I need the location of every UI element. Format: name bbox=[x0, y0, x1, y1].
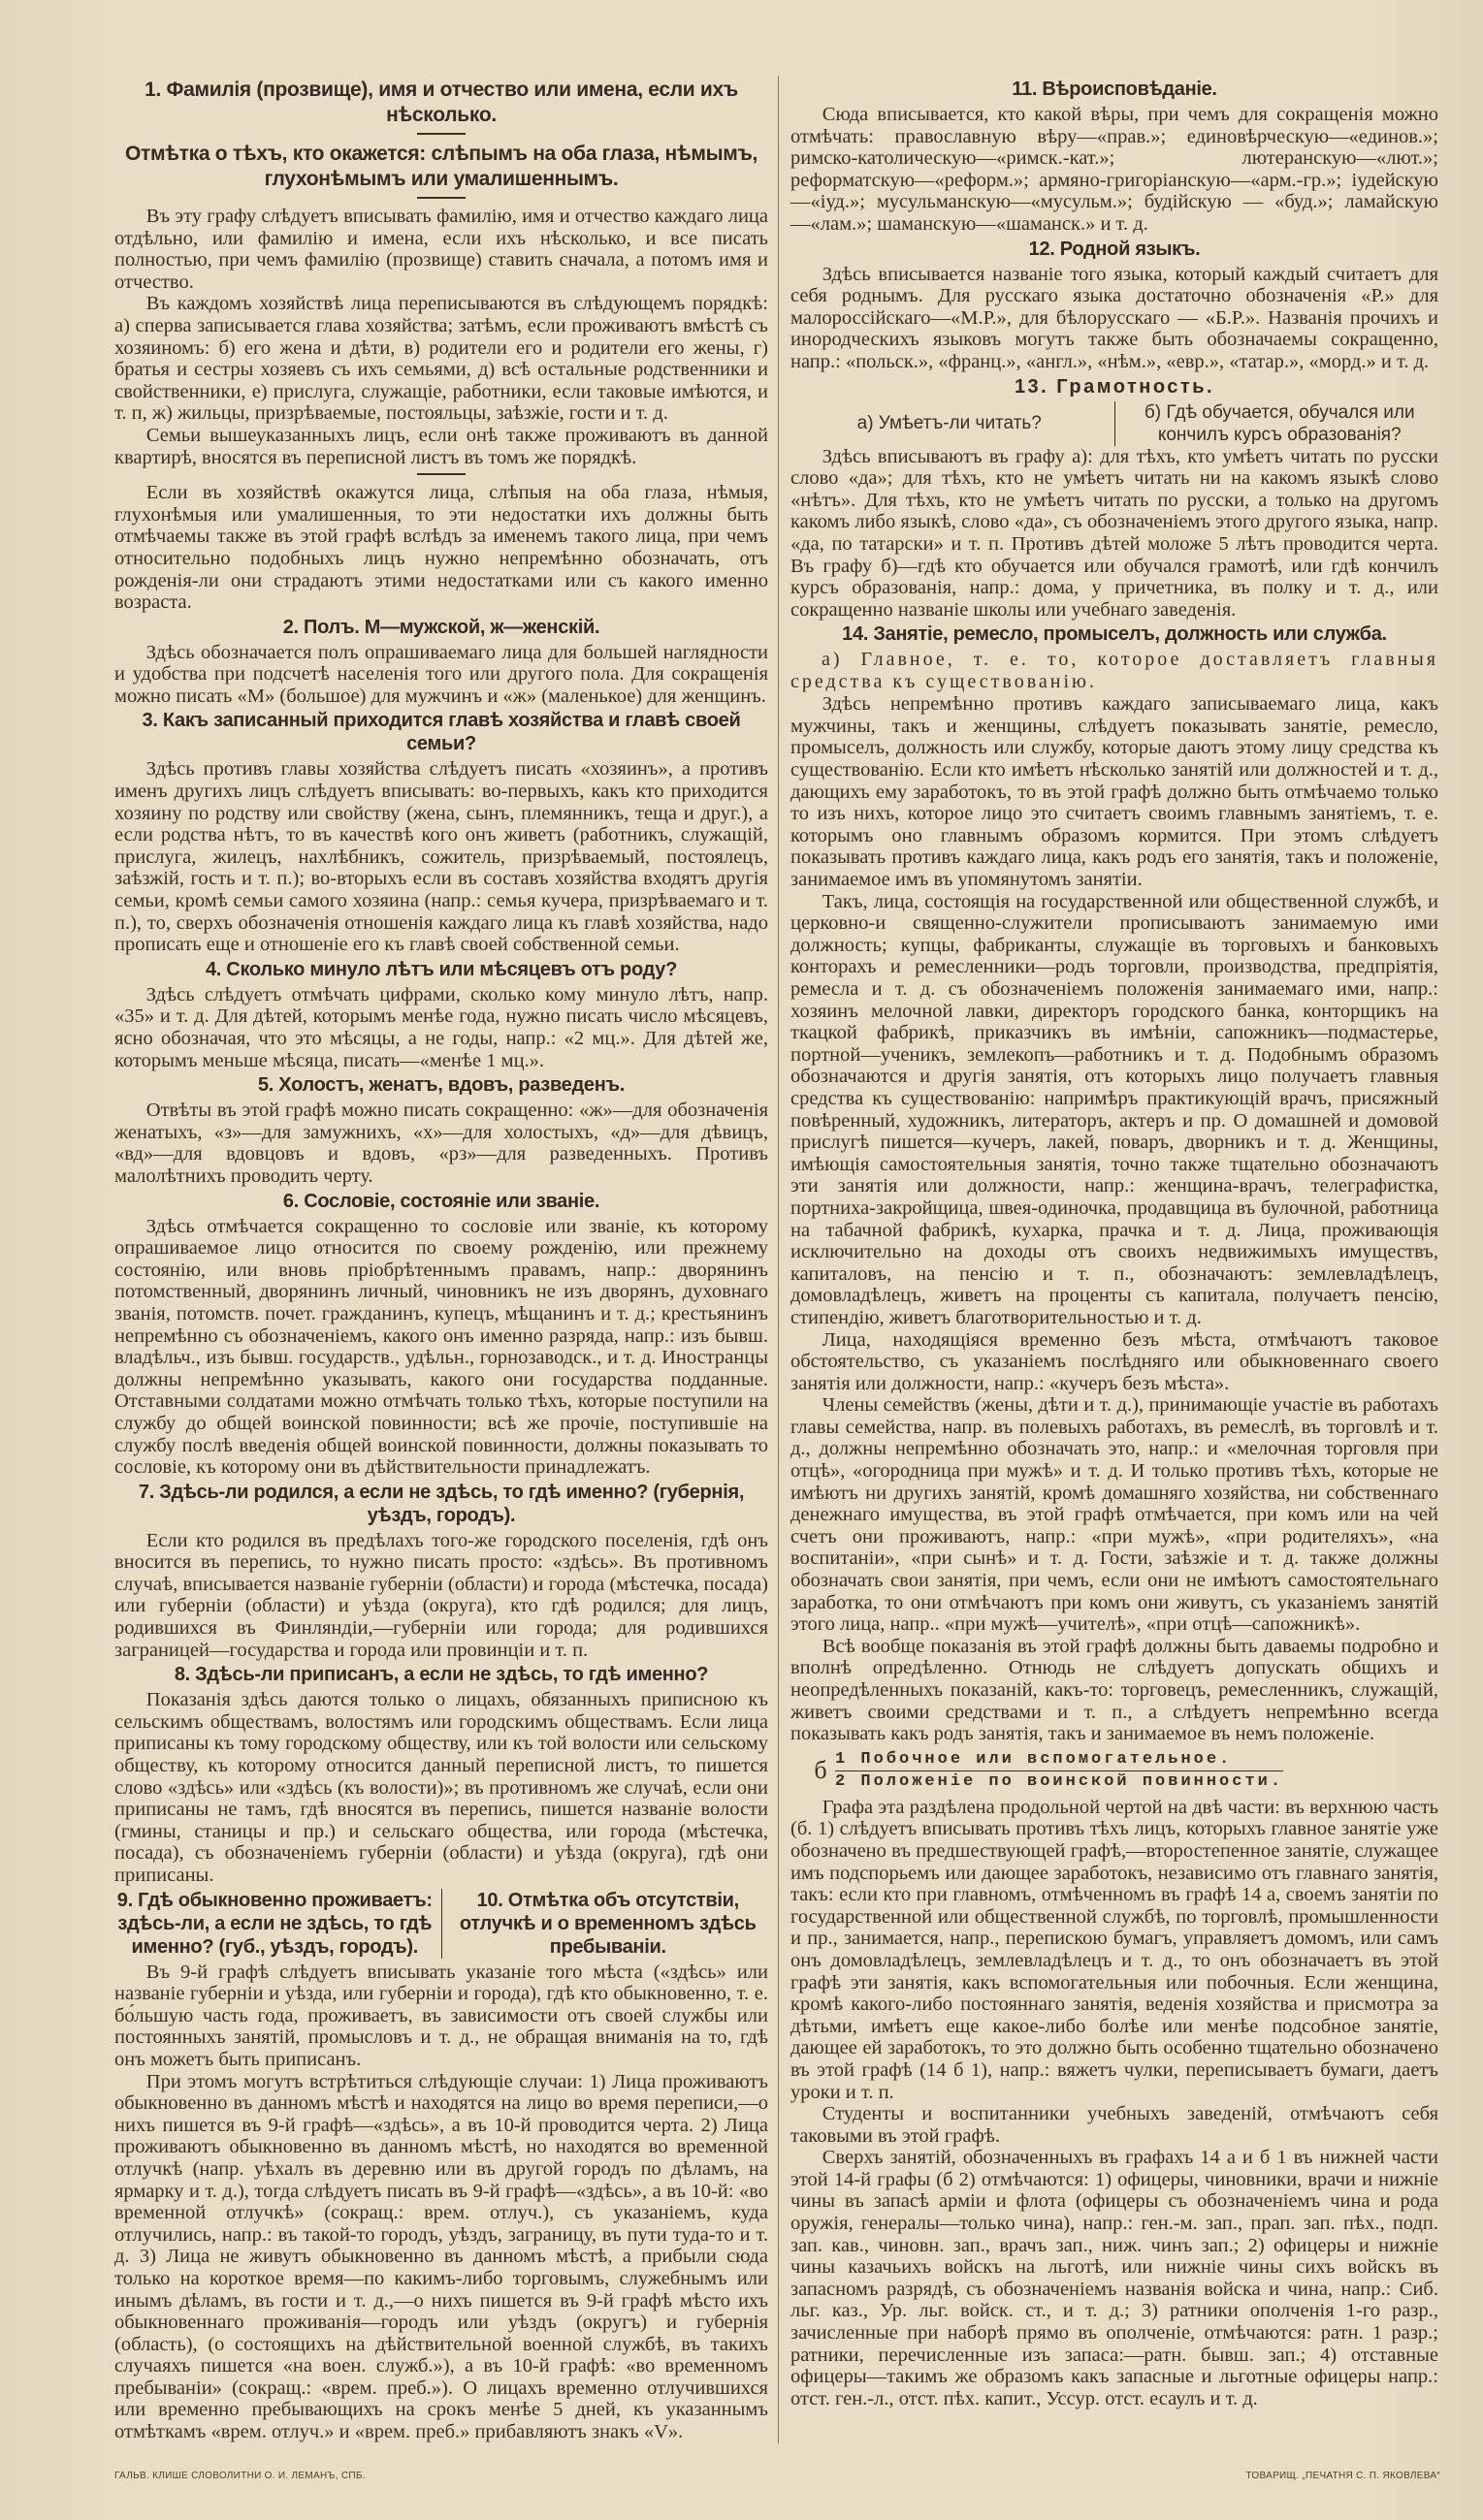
columns bbox=[114, 76, 1440, 2443]
paragraph: Здѣсь вписывается названіе того языка, который каждый считаетъ для себя роднымъ. Для русскаго языка достаточно обозначенія «Р.» для малороссійскаго—«М.Р.», для бѣлорусскаго — «Б.Р.». Названія прочихъ и инородческихъ языковъ могутъ также быть обозначаемы сокращенно, напр.: «польск.», «франц.», «англ.», «нѣм.», «евр.», «татар.», «морд.» и т. д. bbox=[790, 263, 1438, 372]
paragraph: Если въ хозяйствѣ окажутся лица, слѣпыя на оба глаза, нѣмыя, глухонѣмыя или умалишенныя, то эти недостатки ихъ должны быть отмѣчаемы также въ этой графѣ вслѣдъ за именемъ такого лица, при чемъ относительно подобныхъ лицъ нужно непремѣнно обозначать, отъ рожденія-ли они страдаютъ этими недостатками или съ какого именно возраста. bbox=[114, 482, 768, 614]
section-13b-title: б) Гдѣ обучается, обучался или кончилъ курсъ образованія? bbox=[1144, 401, 1415, 445]
section-3-title: 3. Какъ записанный приходится главѣ хозяйства и главѣ своей семьи? bbox=[142, 710, 741, 755]
section-9-title: 9. Гдѣ обыкновенно проживаетъ: здѣсь-ли, а если не здѣсь, то гдѣ именно? (губ., уѣздъ, городъ). bbox=[114, 1889, 442, 1959]
paragraph: Члены семействъ (жены, дѣти и т. д.), принимающіе участіе въ работахъ главы семейства, напр. въ полевыхъ работахъ, въ ремеслѣ, въ торговлѣ и т. д., должны непремѣнно обозначать это, напр.: и «мелочная торговля при отцѣ», «огородница при мужѣ» и т. д. И только противъ тѣхъ, которые не имѣютъ ни другихъ занятій, кромѣ домашняго хозяйства, ни собственнаго денежнаго имущества, въ этой графѣ отмѣчается, при комъ или на чей счетъ они проживаютъ, напр.: «при мужѣ», «при родителяхъ», «на воспитаніи», «при сынѣ» и т. д. Гости, заѣзжіе и т. д. также должны обозначать свои занятія, при чемъ, если они не имѣютъ самостоятельнаго заработка, то они отмѣчаютъ при комъ они живутъ, съ указаніемъ занятій этого лица, напр.. «при мужѣ—учителѣ», «при отцѣ—сапожникѣ». bbox=[790, 1394, 1438, 1636]
paragraph: Въ эту графу слѣдуетъ вписывать фамилію, имя и отчество каждаго лица отдѣльно, или фамилію и имена, если ихъ нѣсколько, и все писать полностью, при чемъ фамилію (прозвище) ставить сначала, а потомъ имя и отчество. bbox=[114, 206, 768, 293]
section-13-subheaders bbox=[790, 401, 1438, 446]
section-14b-header bbox=[790, 1749, 1438, 1793]
paragraph: Такъ, лица, состоящія на государственной или общественной службѣ, и церковно-и священно-служители прописываютъ занимаемую ими должность; купцы, фабриканты, служащіе въ торговыхъ и банковыхъ конторахъ и ремесленники—родъ торговли, производства, предпріятія, ремесла и т. д. съ обозначеніемъ положенія занимаемаго ими, напр.: хозяинъ мелочной лавки, директоръ городского банка, конторщикъ на ткацкой фабрикѣ, приказчикъ въ имѣніи, сапожникъ—подмастерье, портной—ученикъ, землекопъ—работникъ и т. д. Подобнымъ образомъ обозначаются и другія занятія, отъ которыхъ лицо получаетъ главныя средства къ существованію: напримѣръ практикующій врачъ, присяжный повѣренный, художникъ, литераторъ, актеръ и пр. О домашней и домовой прислугѣ пишется—кучеръ, лакей, поваръ, дворникъ и т. д. Женщины, имѣющія самостоятельныя занятія, точно также тщательно обозначаютъ эти занятія или должности, напр.: женщина-врачъ, телеграфистка, портниха-закройщица, швея-одиночка, продавщица въ булочной, работница на табачной фабрикѣ, кухарка, прачка и т. д. Лица, проживающія исключительно на доходы отъ своихъ недвижимыхъ имуществъ, капиталовъ, на пенсію и т. п., обозначаютъ: землевладѣлецъ, домовладѣлецъ, живетъ на проценты съ капитала, получаетъ пенсію, стипендію, живетъ благотворительностью и т. д. bbox=[790, 890, 1438, 1328]
paragraph: Здѣсь противъ главы хозяйства слѣдуетъ писать «хозяинъ», а противъ именъ другихъ лицъ слѣдуетъ вписывать: во-первыхъ, какъ кто приходится хозяину по родству или свойству (жена, сынъ, племянникъ, теща и друг.), а если родства нѣтъ, то въ качествѣ кого онъ живетъ (работникъ, служащій, прислуга, жилецъ, нахлѣбникъ, сожитель, призрѣваемый, постоялецъ, заѣзжій, гость и т. п.); во-вторыхъ если въ составъ хозяйства входятъ другія семьи, кромѣ семьи самого хозяина (напр.: семья кучера, призрѣваемаго и т. п.), то, сверхъ обозначенія отношенія каждаго лица къ главѣ хозяйства, надо прописать еще и отношеніе его къ главѣ своей собственной семьи. bbox=[114, 758, 768, 956]
right-column bbox=[779, 76, 1438, 2443]
paragraph: При этомъ могутъ встрѣтиться слѣдующіе случаи: 1) Лица проживаютъ обыкновенно въ данномъ мѣстѣ и находятся на лицо во время переписи,—о нихъ пишется въ 9-й графѣ—«здѣсь», а въ 10-й проводится черта. 2) Лица проживаютъ обыкновенно въ данномъ мѣстѣ, но находятся во временной отлучкѣ (напр. уѣхалъ въ деревню или въ другой городъ по дѣламъ, на ярмарку и т. д.), тогда слѣдуетъ писать въ 9-й графѣ—«здѣсь», а въ 10-й: «во временной отлучкѣ» (сокращ.: врем. отлуч.), съ указаніемъ, куда отлучились, напр.: въ такой-то городъ, уѣздъ, заграницу, въ пути туда-то и т. д. 3) Лица не живутъ обыкновенно въ данномъ мѣстѣ, а прибыли сюда только на короткое время—по какимъ-либо торговымъ, служебнымъ или инымъ дѣламъ, въ гости и т. д.,—о нихъ пишется въ 9-й графѣ мѣсто ихъ обыкновеннаго проживанія—городъ или уѣздъ (округъ) и губернія (область), (о состоящихъ на дѣйствительной военной службѣ, въ такихъ случаяхъ пишется «на воен. служб.»), а въ 10-й графѣ: «во временномъ пребываніи» (сокращ.: «врем. преб.»). О лицахъ временно отлучившихся или временно пребывающихъ на срокъ менѣе 5 дней, къ указаннымъ отмѣткамъ «врем. отлуч.» и «врем. преб.» прибавляютъ знакъ «V». bbox=[114, 2070, 768, 2443]
paragraph: Если кто родился въ предѣлахъ того-же городского поселенія, гдѣ онъ вносится въ перепись, то нужно писать просто: «здѣсь». Въ противномъ случаѣ, вписывается названіе губерніи (области) и города (мѣстечка, посада) или губерніи (области) и уѣзда (округа), кто гдѣ родился; для лицъ, родившихся въ Финляндіи,—губерніи или города; для родившихся заграницей—государства и города или провинціи и т. п. bbox=[114, 1529, 768, 1661]
paragraph: Семьи вышеуказанныхъ лицъ, если онѣ также проживаютъ въ данной квартирѣ, вносятся въ переписной листъ въ томъ же порядкѣ. bbox=[114, 424, 768, 468]
section-4-title: 4. Сколько минуло лѣтъ или мѣсяцевъ отъ роду? bbox=[205, 958, 678, 980]
separator-rule bbox=[417, 197, 466, 199]
footer-right-imprint: ТОВАРИЩ. „ПЕЧАТНЯ С. П. ЯКОВЛЕВА“ bbox=[1245, 2470, 1440, 2481]
section-1-title: 1. Фамилія (прозвище), имя и отчество или имена, если ихъ нѣсколько. bbox=[145, 79, 738, 126]
section-13-title: 13. Грамотность. bbox=[1014, 375, 1215, 398]
section-14b1-title: 1 Побочное или вспомогательное. bbox=[835, 1749, 1283, 1771]
paragraph: Здѣсь вписываютъ въ графу а): для тѣхъ, кто умѣетъ читать по русски слово «да»; для тѣхъ, кто не умѣетъ читать ни на какомъ языкѣ слово «нѣтъ». Для тѣхъ, кто не умѣетъ читать по русски, а только на другомъ какомъ либо языкѣ, слово «да», съ обозначеніемъ этого другого языка, напр. «да, по татарски» и т. п. Противъ дѣтей моложе 5 лѣтъ проводится черта. Въ графу б)—гдѣ кто обучается или обучался грамотѣ, или гдѣ кончилъ курсъ образованія, напр.: дома, у причетника, въ полку и т. д., или сокращенно названіе школы или учебнаго заведенія. bbox=[790, 445, 1438, 621]
section-8-title: 8. Здѣсь-ли приписанъ, а если не здѣсь, то гдѣ именно? bbox=[174, 1664, 709, 1686]
section-10-title: 10. Отмѣтка объ отсутствіи, отлучкѣ и о временномъ здѣсь пребываніи. bbox=[459, 1889, 757, 1958]
section-7-title: 7. Здѣсь-ли родился, а если не здѣсь, то гдѣ именно? (губернія, уѣздъ, городъ). bbox=[138, 1481, 745, 1526]
paragraph: Здѣсь непремѣнно противъ каждаго записываемаго лица, какъ мужчины, такъ и женщины, слѣдуетъ показывать занятіе, ремесло, промыселъ, должность или службу, которые даютъ этому лицу средства къ существованію. Если кто имѣетъ нѣсколько занятій или должностей и т. д., дающихъ ему заработокъ, то въ этой графѣ должно быть отмѣчаемо только то изъ нихъ, которое лицо это считаетъ своимъ главнымъ занятіемъ, т. е. которымъ оно главнымъ образомъ кормится. При этомъ слѣдуетъ показывать противъ каждаго лица, какъ родъ его занятія, такъ и положеніе, занимаемое имъ въ упомянутомъ занятіи. bbox=[790, 693, 1438, 891]
footer bbox=[114, 2471, 1440, 2481]
section-13a-title: а) Умѣетъ-ли читать? bbox=[790, 401, 1115, 446]
paragraph: Лица, находящіяся временно безъ мѣста, отмѣчаютъ таковое обстоятельство, съ указаніемъ послѣдняго или обыкновеннаго своего занятія или должности, напр.: «кучеръ безъ мѣста». bbox=[790, 1328, 1438, 1394]
paragraph: Здѣсь обозначается полъ опрашиваемаго лица для большей наглядности и удобства при подсчетѣ населенія того или другого пола. Для сокращенія можно писать «М» (большое) для мужчинъ и «ж» (маленькое) для женщинъ. bbox=[114, 641, 768, 707]
section-14-title: 14. Занятіе, ремесло, промыселъ, должность или служба. bbox=[842, 623, 1387, 646]
paragraph: Показанія здѣсь даются только о лицахъ, обязанныхъ приписною къ сельскимъ обществамъ, волостямъ или городскимъ обществамъ. Если лица приписаны къ тому городскому обществу, или къ той волости или сельскому обществу, къ которому относится данный переписной листъ, то пишется слово «здѣсь» или «здѣсь (къ волости)»; въ противномъ же случаѣ, если они приписаны не тамъ, гдѣ вносятся въ перепись, пишется названіе волости (гмины, станицы и пр.) и сельскаго общества, или города (мѣстечка, посада), съ обозначеніемъ губерніи (области) и уѣзда (округа), гдѣ они приписаны. bbox=[114, 1689, 768, 1886]
paragraph: Здѣсь отмѣчается сокращенно то сословіе или званіе, къ которому опрашиваемое лицо относится по своему рожденію, или прежнему состоянію, или вновь пріобрѣтеннымъ правамъ, напр.: дворянинъ потомственный, дворянинъ личный, чиновникъ не изъ дворянъ, духовнаго званія, потомств. почет. гражданинъ, купецъ, мѣщанинъ и т. д.; крестьянинъ непремѣнно съ обозначеніемъ, какого онъ именно разряда, напр.: изъ бывш. владѣльч., изъ бывш. государств., удѣльн., горнозаводск., и т. д. Иностранцы должны непремѣнно указывать, какого они государства подданные. Отставными солдатами можно отмѣчать только тѣхъ, которые поступили на службу до общей воинской повинности; всѣ же прочіе, поступившіе на службу послѣ введенія общей воинской повинности, должны показывать то сословіе, къ которому они въ дѣйствительности принадлежатъ. bbox=[114, 1215, 768, 1479]
section-14a-title: а) Главное, т. е. то, которое доставляетъ главныя средства къ существованію. bbox=[790, 649, 1438, 693]
section-2-title: 2. Полъ. М—мужской, ж—женскій. bbox=[282, 616, 600, 638]
footer-left-imprint: ГАЛЬВ. КЛИШЕ СЛОВОЛИТНИ О. И. ЛЕМАНЪ, СПБ. bbox=[114, 2470, 366, 2481]
paragraph: Сюда вписывается, кто какой вѣры, при чемъ для сокращенія можно отмѣчать: православную вѣру—«прав.»; единовѣрческую—«единов.»; римско-католическую—«римск.-кат.»; лютеранскую—«лют.»; реформатскую—«реформ.»; армяно-григоріанскую—«арм.-гр.»; іудейскую—«іуд.»; мусульманскую—«мусульм.»; будійскую — «буд.»; ламайскую—«лам.»; шаманскую—«шаманск.» и т. д. bbox=[790, 104, 1438, 235]
paragraph: Въ 9-й графѣ слѣдуетъ вписывать указаніе того мѣста («здѣсь» или названіе губерніи и уѣзда, или губерніи и города), гдѣ кто обыкновенно, т. е. бо́льшую часть года, проживаетъ, въ зависимости отъ своей службы или постоянныхъ занятій, промысловъ и т. д., не обращая вниманія на то, гдѣ онъ можетъ быть приписанъ. bbox=[114, 1961, 768, 2070]
section-11-title: 11. Вѣроисповѣданіе. bbox=[1012, 79, 1217, 100]
section-6-title: 6. Сословіе, состояніе или званіе. bbox=[282, 1190, 600, 1212]
section-5-title: 5. Холостъ, женатъ, вдовъ, разведенъ. bbox=[257, 1074, 626, 1097]
section-14b2-title: 2 Положеніе по воинской повинности. bbox=[835, 1771, 1284, 1791]
paragraph: Въ каждомъ хозяйствѣ лица переписываются въ слѣдующемъ порядкѣ: а) сперва записывается глава хозяйства; затѣмъ, если проживаютъ вмѣстѣ съ хозяиномъ: б) его жена и дѣти, в) родители его и родители его жены, г) братья и сестры хозяевъ съ ихъ семьями, д) всѣ остальные родственники и свойственники, е) прислуга, служащіе, работники, если таковые имѣются, и т. п, ж) жильцы, призрѣваемые, постояльцы, заѣзжіе, гости и т. д. bbox=[114, 293, 768, 425]
section-1b-title: Отмѣтка о тѣхъ, кто окажется: слѣпымъ на оба глаза, нѣмымъ, глухонѣмымъ или умалишеннымъ. bbox=[124, 143, 758, 190]
separator-rule bbox=[417, 133, 466, 135]
paragraph: Отвѣты въ этой графѣ можно писать сокращенно: «ж»—для обозначенія женатыхъ, «з»—для замужнихъ, «х»—для холостыхъ, «д»—для дѣвицъ, «вд»—для вдовцовъ и вдовъ, «рз»—для разведенныхъ. Противъ малолѣтнихъ проводить черту. bbox=[114, 1100, 768, 1187]
section-12-title: 12. Родной языкъ. bbox=[1028, 238, 1201, 260]
paragraph: Всѣ вообще показанія въ этой графѣ должны быть даваемы подробно и вполнѣ опредѣленно. Отнюдь не слѣдуетъ допускать общихъ и неопредѣленныхъ показаній, какъ-то: торговецъ, ремесленникъ, служащій, живетъ своими средствами и т. п., а слѣдуетъ непремѣнно всегда показывать какъ родъ занятія, такъ и занимаемое въ немъ положеніе. bbox=[790, 1635, 1438, 1745]
section-9-10-header bbox=[114, 1887, 768, 1962]
left-column bbox=[114, 76, 778, 2443]
paragraph: Студенты и воспитанники учебныхъ заведеній, отмѣчаютъ себя таковыми въ этой графѣ. bbox=[790, 2103, 1438, 2147]
paragraph: Сверхъ занятій, обозначенныхъ въ графахъ 14 а и б 1 въ нижней части этой 14-й графы (б 2) отмѣчаются: 1) офицеры, чиновники, врачи и нижніе чины въ запасѣ арміи и флота (офицеры съ обозначеніемъ чина и рода оружія, генералы—только чина), напр.: ген.-м. зап., прап. зап. пѣх., подп. зап. кав., чиновн. зап., врачъ зап., ниж. чинъ зап.; 2) офицеры и нижніе чины казачьихъ войскъ на льготѣ, или нижніе чины сихъ войскъ въ запасномъ разрядѣ, съ обозначеніемъ названія войска и чина, напр.: Сиб. льг. каз., Ур. льг. войск. ст., и т. д.; 3) ратники ополченія 1-го разр., зачисленные при наборѣ прямо въ ополченіе, отмѣчаются: ратн. 1 разр.; ратники, перечисленные изъ запаса:—ратн. бывш. зап.; 4) отставные офицеры—такимъ же образомъ какъ запасные и льготные офицеры напр.: отст. ген.-л., отст. пѣх. капит., Уссур. отст. есаулъ и т. д. bbox=[790, 2147, 1438, 2409]
column-divider bbox=[778, 76, 779, 2443]
separator-rule bbox=[417, 473, 466, 475]
paragraph: Графа эта раздѣлена продольной чертой на двѣ части: въ верхнюю часть (б. 1) слѣдуетъ вписывать противъ тѣхъ лицъ, которыхъ главное занятіе уже обозначено въ предшествующей графѣ,—второстепенное занятіе, служащее имъ подспорьемъ или дающее заработокъ, независимо отъ главнаго занятія, такъ: если кто при главномъ, отмѣченномъ въ графѣ 14 а, своемъ занятіи по государственной или общественной службѣ, по торговлѣ, промышленности и пр., занимается, напр., перепискою бумагъ, управляетъ домомъ, или самъ онъ домовладѣлецъ, землевладѣлецъ и т. д., то онъ обозначаетъ въ этой графѣ эти занятія, какъ вспомогательныя или побочныя. Если женщина, кромѣ какого-либо постояннаго занятія, веденія хозяйства и присмотра за дѣтьми, имѣетъ еще какое-либо болѣе или менѣе подсобное занятіе, дающее ей заработокъ, то это должно быть особенно тщательно обозначено въ этой графѣ (14 б 1), напр.: вяжетъ чулки, переписываетъ бумаги, даетъ уроки и т. п. bbox=[790, 1796, 1438, 2103]
section-14b-letter: б bbox=[814, 1755, 827, 1784]
paragraph: Здѣсь слѣдуетъ отмѣчать цифрами, сколько кому минуло лѣтъ, напр. «35» и т. д. Для дѣтей, которымъ менѣе года, нужно писать число мѣсяцевъ, ясно обозначая, что это мѣсяцы, а не годы, напр.: «2 мц.». Для дѣтей же, которымъ меньше мѣсяца, писать—«менѣе 1 мц.». bbox=[114, 983, 768, 1071]
